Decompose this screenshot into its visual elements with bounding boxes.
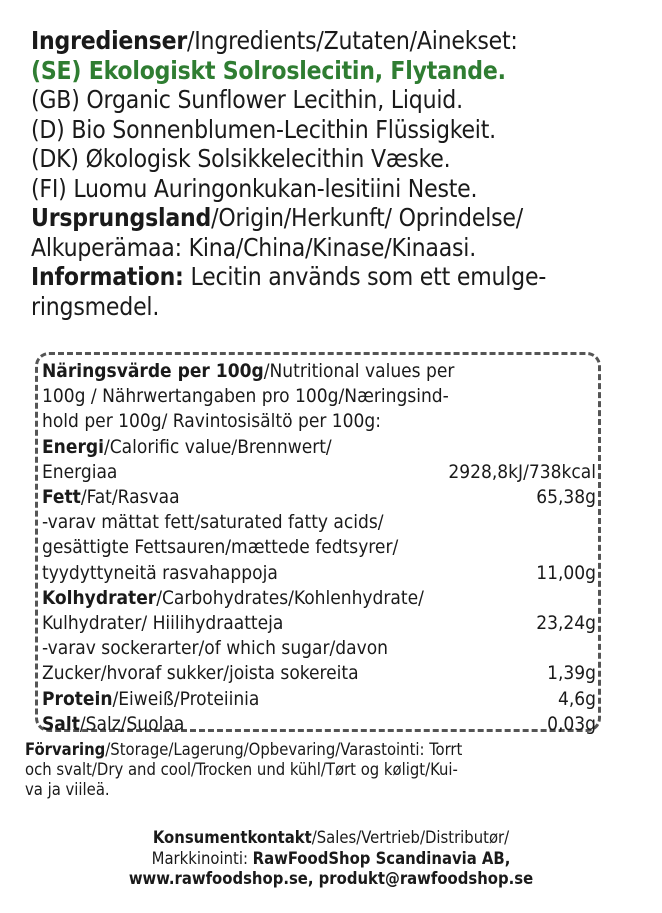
ingredient-se: (SE) Ekologiskt Solroslecitin, Flytande.	[31, 55, 506, 85]
carb-label-1: Kolhydrater/Carbohydrates/Kohlenhydrate/	[42, 586, 424, 609]
sugar-row: Zucker/hvoraf sukker/joista sokereita 1,39g	[42, 661, 600, 686]
origin-line-2: Alkuperämaa: Kina/China/Kinase/Kinaasi.	[31, 232, 477, 262]
origin-line-1: Ursprungsland/Origin/Herkunft/ Oprindelse/	[31, 203, 524, 232]
protein-value: 4,6g	[557, 687, 596, 710]
salt-value: 0,03g	[547, 712, 596, 735]
storage-line-1: Förvaring/Storage/Lagerung/Opbevaring/Varastointi: Torrt	[25, 740, 463, 759]
saturated-row: tyydyttyneitä rasvahappoja 11,00g	[42, 561, 600, 586]
sugar-value: 1,39g	[547, 662, 596, 685]
storage-line-2: och svalt/Dry and cool/Trocken und kühl/Tørt og køligt/Kui-	[25, 760, 458, 779]
fat-row: Fett/Fat/Rasvaa 65,38g	[42, 485, 600, 510]
contact-web-email: www.rawfoodshop.se, produkt@rawfoodshop.se	[128, 869, 534, 888]
ingredients-section	[31, 26, 651, 321]
information-line-2: ringsmedel.	[31, 291, 160, 321]
ingredient-fi: (FI) Luomu Auringonkukan-lesitiini Neste.	[31, 173, 478, 203]
fat-value: 65,38g	[536, 486, 596, 509]
carb-value: 23,24g	[536, 612, 596, 635]
saturated-line-2: gesättigte Fettsauren/mættede fedtsyrer/	[42, 536, 399, 559]
ingredient-d: (D) Bio Sonnenblumen-Lecithin Flüssigkeit.	[31, 114, 496, 144]
storage-section	[25, 740, 645, 800]
energy-row: Energiaa 2928,8kJ/738kcal	[42, 460, 600, 485]
nutrition-title-2: 100g / Nährwertangaben pro 100g/Næringsind-	[42, 385, 449, 408]
ingredients-heading: Ingredienser/Ingredients/Zutaten/Ainekset:	[31, 26, 518, 55]
protein-row: Protein/Eiweiß/Proteiinia 4,6g	[42, 687, 600, 712]
contact-section	[0, 828, 662, 890]
nutrition-title-3: hold per 100g/ Ravintosisältö per 100g:	[42, 410, 382, 433]
information-line-1: Information: Lecitin används som ett emulge-	[31, 262, 547, 291]
contact-line-1: Konsumentkontakt/Sales/Vertrieb/Distributør/	[152, 828, 510, 847]
ingredient-dk: (DK) Økologisk Solsikkelecithin Væske.	[31, 144, 451, 173]
nutrition-table	[42, 359, 600, 737]
contact-line-2: Markkinointi: RawFoodShop Scandinavia AB,	[151, 848, 511, 868]
saturated-value: 11,00g	[536, 561, 596, 584]
sugar-line-1: -varav sockerarter/of which sugar/davon	[42, 637, 389, 660]
nutrition-title-1: Näringsvärde per 100g/Nutritional values per	[42, 360, 455, 382]
saturated-line-1: -varav mättat fett/saturated fatty acids/	[42, 511, 384, 534]
storage-line-3: va ja viileä.	[25, 780, 110, 799]
salt-row: Salt/Salz/Suolaa 0,03g	[42, 712, 600, 737]
energy-value: 2928,8kJ/738kcal	[448, 460, 596, 483]
energy-label-1: Energi/Calorific value/Brennwert/	[42, 435, 332, 458]
carb-row: Kulhydrater/ Hiilihydraatteja 23,24g	[42, 611, 600, 636]
ingredient-gb: (GB) Organic Sunflower Lecithin, Liquid.	[31, 85, 463, 114]
